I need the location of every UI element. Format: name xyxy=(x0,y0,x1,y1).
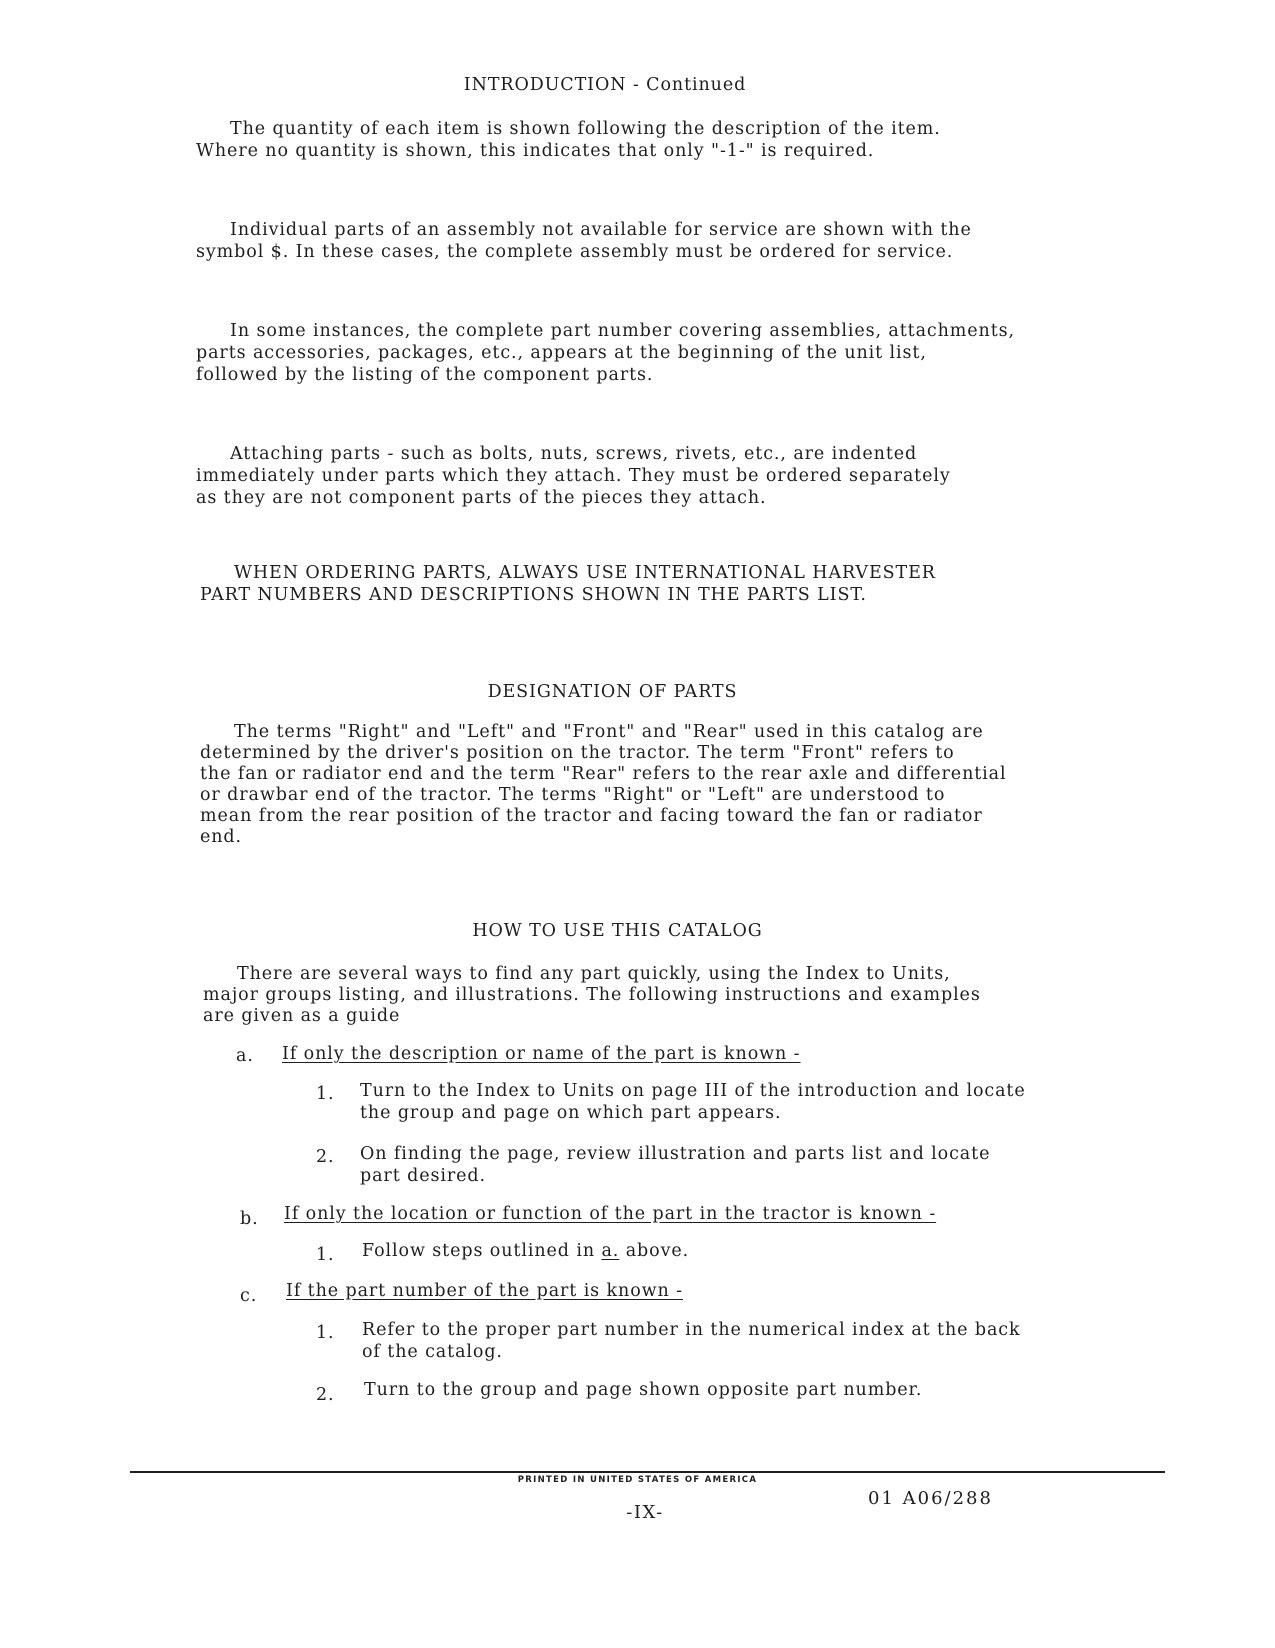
step-text xyxy=(360,1143,990,1187)
text-line: mean from the rear position of the tractor and facing toward the fan or radiator xyxy=(200,806,983,826)
step-number: 1. xyxy=(316,1245,335,1265)
text-line: There are several ways to find any part quickly, using the Index to Units, xyxy=(237,964,951,984)
text-line: Attaching parts - such as bolts, nuts, screws, rivets, etc., are indented xyxy=(230,444,918,464)
step-number: 1. xyxy=(316,1323,335,1343)
step-text xyxy=(362,1319,1021,1363)
text-line: the fan or radiator end and the term "Rear" refers to the rear axle and differential xyxy=(200,764,1007,784)
text-line: Refer to the proper part number in the numerical index at the back xyxy=(362,1320,1021,1340)
text-line: Turn to the Index to Units on page III of the introduction and locate xyxy=(360,1081,1026,1101)
text-line: determined by the driver's position on the tractor. The term "Front" refers to xyxy=(200,743,955,763)
text-line: immediately under parts which they attach. They must be ordered separately xyxy=(196,466,951,486)
text-line: as they are not component parts of the pieces they attach. xyxy=(196,488,767,508)
catalog-number: 01 A06/288 xyxy=(868,1488,993,1509)
option-marker: a. xyxy=(236,1046,254,1066)
text-line: part desired. xyxy=(360,1166,486,1186)
how-to-intro-paragraph xyxy=(203,964,981,1027)
step-text xyxy=(364,1379,922,1401)
page-title: INTRODUCTION - Continued xyxy=(463,75,747,95)
text-line: Individual parts of an assembly not available for service are shown with the xyxy=(230,220,972,240)
step-text xyxy=(360,1080,1026,1124)
ordering-notice xyxy=(200,562,936,606)
text-line: The terms "Right" and "Left" and "Front" and "Rear" used in this catalog are xyxy=(234,722,984,742)
text-line: followed by the listing of the component parts. xyxy=(196,365,654,385)
text-line: are given as a guide xyxy=(203,1006,401,1026)
text-line: Turn to the group and page shown opposite part number. xyxy=(364,1380,923,1400)
paragraph-service-symbol xyxy=(196,219,972,263)
text-line: The quantity of each item is shown following the description of the item. xyxy=(230,119,941,139)
paragraph-complete-part-number xyxy=(196,320,1015,386)
step-text: Follow steps outlined in a. above. xyxy=(362,1241,690,1261)
text-line: parts accessories, packages, etc., appears at the beginning of the unit list, xyxy=(196,343,927,363)
paragraph-attaching-parts xyxy=(196,443,951,509)
option-heading: If only the description or name of the part is known - xyxy=(282,1044,801,1064)
option-heading: If the part number of the part is known - xyxy=(286,1281,683,1301)
option-marker: b. xyxy=(240,1209,259,1229)
text-line: In some instances, the complete part number covering assemblies, attachments, xyxy=(230,321,1015,341)
step-number: 1. xyxy=(316,1084,335,1104)
text-line: the group and page on which part appears. xyxy=(360,1103,782,1123)
paragraph-quantity xyxy=(196,118,941,162)
option-heading: If only the location or function of the part in the tractor is known - xyxy=(284,1204,937,1224)
option-marker: c. xyxy=(240,1286,258,1306)
text-line: or drawbar end of the tractor. The terms "Right" or "Left" are understood to xyxy=(200,785,946,805)
text-line: On finding the page, review illustration and parts list and locate xyxy=(360,1144,991,1164)
text-line: major groups listing, and illustrations. The following instructions and examples xyxy=(203,985,981,1005)
text-line: Where no quantity is shown, this indicates that only "-1-" is required. xyxy=(196,141,875,161)
step-number: 2. xyxy=(316,1385,335,1405)
footer-rule xyxy=(130,1471,1165,1473)
text-line: WHEN ORDERING PARTS, ALWAYS USE INTERNATIONAL HARVESTER xyxy=(234,563,936,583)
step-number: 2. xyxy=(316,1147,335,1167)
text-line: symbol $. In these cases, the complete assembly must be ordered for service. xyxy=(196,242,954,262)
section-heading-designation: DESIGNATION OF PARTS xyxy=(487,682,738,702)
text-line: of the catalog. xyxy=(362,1342,503,1362)
designation-paragraph xyxy=(200,722,1007,848)
cross-reference: a. xyxy=(601,1241,620,1261)
text-line: PART NUMBERS AND DESCRIPTIONS SHOWN IN THE PARTS LIST. xyxy=(200,585,867,605)
page-number: -IX- xyxy=(626,1502,664,1523)
printed-notice: PRINTED IN UNITED STATES OF AMERICA xyxy=(517,1475,758,1485)
section-heading-how-to-use: HOW TO USE THIS CATALOG xyxy=(472,921,763,941)
text-line: end. xyxy=(200,827,242,847)
